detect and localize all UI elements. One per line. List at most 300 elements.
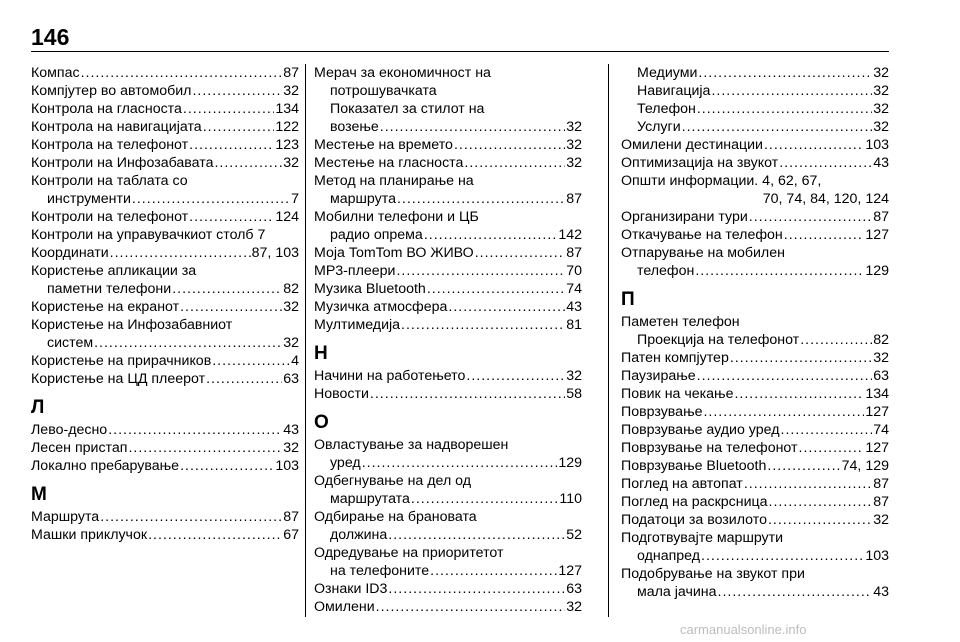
dot-leader [711, 82, 872, 100]
index-column-2 [314, 64, 582, 616]
index-entry-line [314, 562, 582, 580]
index-entry-line [621, 118, 889, 136]
entry-text: Откачување на телефон [621, 227, 783, 243]
entry-text: Поврзување на телефонот [621, 440, 798, 456]
entry-text: Контроли на телефонот [31, 209, 189, 225]
dot-leader [189, 136, 274, 154]
dot-leader [784, 226, 865, 244]
index-entry-line [31, 508, 299, 526]
page-reference: 103 [275, 458, 299, 474]
dot-leader [767, 457, 840, 475]
index-entry [621, 367, 889, 385]
index-entry [314, 580, 582, 598]
dot-leader [697, 367, 873, 385]
page-reference: 103 [865, 548, 889, 564]
entry-text: Показател за стилот на [330, 101, 485, 117]
entry-text: Моја TomTom ВО ЖИВО [314, 245, 474, 261]
index-entry-line [31, 136, 299, 154]
entry-text: маршрутата [330, 491, 410, 507]
section-letter: О [314, 412, 329, 433]
entry-text: однапред [637, 548, 701, 564]
entry-text: Отпарување на мобилен [621, 245, 785, 261]
entry-text: на телефоните [330, 563, 430, 579]
index-entry [31, 508, 299, 526]
dot-leader [128, 439, 282, 457]
page-reference: 129 [865, 263, 889, 279]
entry-text: Поглед на автопат [621, 476, 743, 492]
index-entry-line [31, 244, 299, 262]
dot-leader [212, 352, 290, 370]
entry-text: Компас [31, 65, 80, 81]
index-entry-line [621, 349, 889, 367]
entry-text: Ознаки ID3 [314, 581, 388, 597]
index-entry [31, 64, 299, 82]
entry-text: Оптимизација на звукот [621, 155, 779, 171]
entry-text: Маршрута [31, 509, 100, 525]
dot-leader [749, 208, 872, 226]
dot-leader [464, 154, 565, 172]
page-reference: 32 [566, 155, 582, 171]
page-reference: 63 [873, 368, 889, 384]
index-entry [314, 262, 582, 280]
index-entry [621, 475, 889, 493]
entry-text: Користење на прирачников [31, 353, 212, 369]
page-reference: 87 [566, 245, 582, 261]
entry-text: Лесен пристап [31, 440, 128, 456]
entry-text: 70, 74, 84, 120, 124 [762, 191, 889, 207]
dot-leader [764, 136, 864, 154]
page-reference: 32 [283, 299, 299, 315]
entry-text: Компјутер во автомобил [31, 83, 192, 99]
column-divider-2 [608, 64, 609, 617]
entry-text: Користење на Инфозабавниот [31, 317, 233, 333]
index-entry [314, 208, 582, 244]
entry-text: Контрола на телефонот [31, 137, 189, 153]
entry-text: Контроли на таблата со [31, 173, 188, 189]
page-reference: 127 [865, 440, 889, 456]
index-entry-line [621, 100, 889, 118]
index-entry-line [314, 580, 582, 598]
index-entry-line [621, 529, 889, 547]
dot-leader [454, 136, 565, 154]
index-entry-line [621, 313, 889, 331]
index-entry-line [314, 64, 582, 82]
index-entry [621, 136, 889, 154]
index-entry [621, 208, 889, 226]
index-entry-line [31, 439, 299, 457]
page-reference: 82 [873, 332, 889, 348]
page-reference: 70 [566, 263, 582, 279]
page-reference: 87 [283, 65, 299, 81]
index-entry [621, 226, 889, 244]
index-entry [31, 118, 299, 136]
dot-leader [781, 421, 873, 439]
entry-text: Омилени [314, 599, 375, 615]
page-reference: 74, 129 [841, 458, 889, 474]
entry-text: инструменти [47, 191, 131, 207]
index-entry-line [314, 100, 582, 118]
entry-text: Музичка атмосфера [314, 299, 448, 315]
index-entry [31, 154, 299, 172]
page-reference: 32 [873, 101, 889, 117]
index-entry [31, 100, 299, 118]
page-reference: 124 [275, 209, 299, 225]
index-entry [31, 316, 299, 352]
dot-leader [779, 154, 872, 172]
page-reference: 74 [566, 281, 582, 297]
entry-text: Омилени дестинации [621, 137, 763, 153]
page-reference: 142 [558, 227, 582, 243]
index-entry [621, 493, 889, 511]
entry-text: Телефон [637, 101, 696, 117]
entry-text: Музика Bluetooth [314, 281, 426, 297]
entry-text: MP3-плеери [314, 263, 396, 279]
dot-leader [427, 280, 565, 298]
index-entry-line [621, 154, 889, 172]
index-entry-line [314, 436, 582, 454]
header-rule [31, 51, 889, 52]
entry-text: систем [47, 335, 94, 351]
page-reference: 32 [283, 83, 299, 99]
index-entry [621, 82, 889, 100]
entry-text: Медиуми [637, 65, 698, 81]
section-letter: П [621, 289, 635, 310]
dot-leader [376, 598, 566, 616]
page-reference: 87 [873, 209, 889, 225]
index-entry [31, 262, 299, 298]
page-reference: 32 [873, 65, 889, 81]
page-reference: 67 [283, 527, 299, 543]
dot-leader [397, 190, 565, 208]
page-reference: 32 [566, 368, 582, 384]
entry-text: должина [330, 527, 388, 543]
dot-leader [448, 298, 565, 316]
dot-leader [744, 475, 872, 493]
index-entry [314, 136, 582, 154]
dot-leader [94, 334, 282, 352]
entry-text: Контроли на управувачкиот столб 7 [31, 227, 266, 243]
index-entry-line [621, 385, 889, 403]
page-reference: 43 [566, 299, 582, 315]
index-entry [31, 298, 299, 316]
entry-text: Повик на чекање [621, 386, 734, 402]
index-entry-line [621, 583, 889, 601]
entry-text: телефон [637, 263, 695, 279]
index-entry-line [621, 262, 889, 280]
page-reference: 32 [566, 137, 582, 153]
index-entry-line [621, 64, 889, 82]
dot-leader [769, 493, 873, 511]
dot-leader [475, 244, 566, 262]
page-reference: 32 [283, 440, 299, 456]
index-entry-line [31, 370, 299, 388]
page-reference: 87 [566, 191, 582, 207]
index-entry [621, 421, 889, 439]
entry-text: Користење на ЦД плеерот [31, 371, 206, 387]
dot-leader [370, 385, 565, 403]
index-entry [314, 64, 582, 136]
entry-text: Одбегнување на дел од [314, 473, 472, 489]
dot-leader [183, 100, 274, 118]
entry-text: Користење на екранот [31, 299, 180, 315]
index-entry-line [31, 82, 299, 100]
index-entry [621, 349, 889, 367]
page-reference: 32 [566, 599, 582, 615]
dot-leader [388, 526, 565, 544]
entry-text: Патен компјутер [621, 350, 729, 366]
index-entry [621, 439, 889, 457]
page-reference: 4 [291, 353, 299, 369]
index-entry-line [31, 154, 299, 172]
dot-leader [203, 118, 275, 136]
entry-text: Мобилни телефони и ЦБ [314, 209, 479, 225]
entry-text: Начини на работењето [314, 368, 466, 384]
index-entry-line [314, 385, 582, 403]
index-entry-line [31, 457, 299, 475]
index-entry-line [621, 511, 889, 529]
entry-text: Метод на планирање на [314, 173, 474, 189]
page-reference: 87 [873, 494, 889, 510]
entry-text: Подготвувајте маршрути [621, 530, 784, 546]
index-entry-line [621, 244, 889, 262]
index-entry [314, 280, 582, 298]
index-entry [314, 316, 582, 334]
entry-text: Овластување за надворешен [314, 437, 509, 453]
index-entry-line [314, 244, 582, 262]
dot-leader [466, 367, 565, 385]
dot-leader [192, 82, 282, 100]
index-entry-line [31, 172, 299, 190]
index-column-1 [31, 64, 299, 544]
entry-text: Услуги [637, 119, 681, 135]
index-entry [31, 457, 299, 475]
index-entry-line [621, 439, 889, 457]
index-entry [314, 598, 582, 616]
index-entry [31, 370, 299, 388]
index-entry-line [621, 226, 889, 244]
index-entry-line [31, 208, 299, 226]
entry-text: Контрола на навигацијата [31, 119, 202, 135]
index-entry [621, 457, 889, 475]
section-letter: М [31, 484, 47, 505]
index-entry-line [621, 475, 889, 493]
dot-leader [718, 583, 873, 601]
index-entry-line [621, 565, 889, 583]
index-entry-line [31, 334, 299, 352]
index-entry [621, 313, 889, 349]
index-entry-line [314, 544, 582, 562]
entry-text: Одбирање на брановата [314, 509, 477, 525]
index-entry-line [621, 547, 889, 565]
page-reference: 127 [558, 563, 582, 579]
index-entry [31, 244, 299, 262]
index-entry [621, 244, 889, 280]
index-entry [31, 82, 299, 100]
entry-text: уред [330, 455, 361, 471]
index-entry-line [314, 454, 582, 472]
index-entry-line [31, 280, 299, 298]
index-entry-line [314, 598, 582, 616]
entry-text: Користење апликации за [31, 263, 197, 279]
entry-text: Организирани тури [621, 209, 748, 225]
index-entry [31, 208, 299, 226]
index-entry-line [31, 100, 299, 118]
index-entry-line [31, 118, 299, 136]
index-entry [31, 352, 299, 370]
index-entry-line [621, 190, 889, 208]
dot-leader [695, 262, 864, 280]
index-entry-line [314, 262, 582, 280]
page-reference: 32 [873, 119, 889, 135]
page-reference: 63 [566, 581, 582, 597]
entry-text: Податоци за возилото [621, 512, 767, 528]
dot-leader [172, 280, 282, 298]
index-entry-line [314, 136, 582, 154]
entry-text: мала јачина [637, 584, 717, 600]
index-entry-line [621, 457, 889, 475]
page-reference: 123 [275, 137, 299, 153]
index-entry [621, 511, 889, 529]
index-entry-line [314, 118, 582, 136]
page-reference: 32 [873, 350, 889, 366]
entry-text: Проекција на телефонот [637, 332, 800, 348]
index-entry [314, 298, 582, 316]
entry-text: Паметен телефон [621, 314, 740, 330]
index-entry-line [314, 82, 582, 100]
page-reference: 87 [873, 476, 889, 492]
index-entry [31, 136, 299, 154]
entry-text: Подобрување на звукот при [621, 566, 805, 582]
dot-leader [430, 562, 557, 580]
index-entry [621, 64, 889, 82]
index-entry [31, 226, 299, 244]
dot-leader [180, 298, 282, 316]
page-reference: 82 [283, 281, 299, 297]
dot-leader [799, 439, 865, 457]
index-entry [314, 244, 582, 262]
dot-leader [734, 385, 864, 403]
index-entry [621, 565, 889, 601]
dot-leader [401, 316, 565, 334]
page-reference: 32 [873, 512, 889, 528]
index-entry [314, 385, 582, 403]
index-entry [314, 172, 582, 208]
dot-leader [682, 118, 873, 136]
page-reference: 134 [865, 386, 889, 402]
dot-leader [108, 421, 282, 439]
dot-leader [703, 403, 864, 421]
index-entry [621, 118, 889, 136]
dot-leader [380, 118, 565, 136]
section-letter: Л [31, 397, 45, 418]
page-reference: 58 [566, 386, 582, 402]
index-entry-line [31, 316, 299, 334]
index-entry-line [31, 190, 299, 208]
entry-text: потрошувачката [330, 83, 437, 99]
index-column-3 [621, 64, 889, 601]
index-entry-line [31, 352, 299, 370]
index-entry [621, 154, 889, 172]
index-entry-line [314, 298, 582, 316]
index-entry [621, 172, 889, 208]
dot-leader [362, 454, 558, 472]
entry-text: Лево-десно [31, 422, 108, 438]
dot-leader [81, 64, 283, 82]
index-entry [314, 508, 582, 544]
page-reference: 103 [865, 137, 889, 153]
entry-text: радио опрема [330, 227, 423, 243]
entry-text: Местење на гласноста [314, 155, 464, 171]
index-entry-line [314, 508, 582, 526]
page-reference: 87 [283, 509, 299, 525]
dot-leader [698, 64, 872, 82]
dot-leader [180, 457, 274, 475]
entry-text: Новости [314, 386, 369, 402]
index-entry [31, 439, 299, 457]
dot-leader [800, 331, 872, 349]
page-number: 146 [31, 24, 70, 50]
page-reference: 32 [566, 119, 582, 135]
index-entry-line [314, 172, 582, 190]
index-entry-line [621, 82, 889, 100]
index-entry-line [621, 367, 889, 385]
page-reference: 43 [873, 584, 889, 600]
index-entry [31, 526, 299, 544]
dot-leader [701, 547, 864, 565]
entry-text: Одредување на приоритетот [314, 545, 504, 561]
entry-text: Машки приклучок [31, 527, 148, 543]
page-reference: 32 [283, 155, 299, 171]
section-letter: Н [314, 343, 328, 364]
entry-text: паметни телефони [47, 281, 172, 297]
dot-leader [424, 226, 558, 244]
entry-text: Поврзување Bluetooth [621, 458, 767, 474]
entry-text: Координати [31, 245, 109, 261]
index-entry-line [621, 331, 889, 349]
index-entry [314, 436, 582, 472]
entry-text: Паузирање [621, 368, 696, 384]
dot-leader [189, 208, 274, 226]
index-entry-line [621, 421, 889, 439]
index-entry-line [314, 472, 582, 490]
index-entry-line [314, 526, 582, 544]
index-entry-line [621, 208, 889, 226]
page-reference: 87, 103 [251, 245, 299, 261]
entry-text: Контроли на Инфозабавата [31, 155, 214, 171]
page-reference: 7 [291, 191, 299, 207]
entry-text: возење [330, 119, 379, 135]
page-reference: 129 [558, 455, 582, 471]
dot-leader [768, 511, 872, 529]
index-entry-line [31, 262, 299, 280]
page-reference: 122 [275, 119, 299, 135]
entry-text: Локално пребарување [31, 458, 180, 474]
index-entry [314, 472, 582, 508]
dot-leader [132, 190, 290, 208]
dot-leader [697, 100, 872, 118]
index-entry-line [31, 298, 299, 316]
index-entry-line [314, 190, 582, 208]
index-entry [31, 172, 299, 208]
column-divider-1 [305, 64, 306, 617]
index-entry [314, 367, 582, 385]
index-entry-line [31, 421, 299, 439]
index-entry [621, 100, 889, 118]
index-entry-line [31, 226, 299, 244]
page-reference: 134 [275, 101, 299, 117]
page-reference: 32 [283, 335, 299, 351]
page-reference: 81 [566, 317, 582, 333]
